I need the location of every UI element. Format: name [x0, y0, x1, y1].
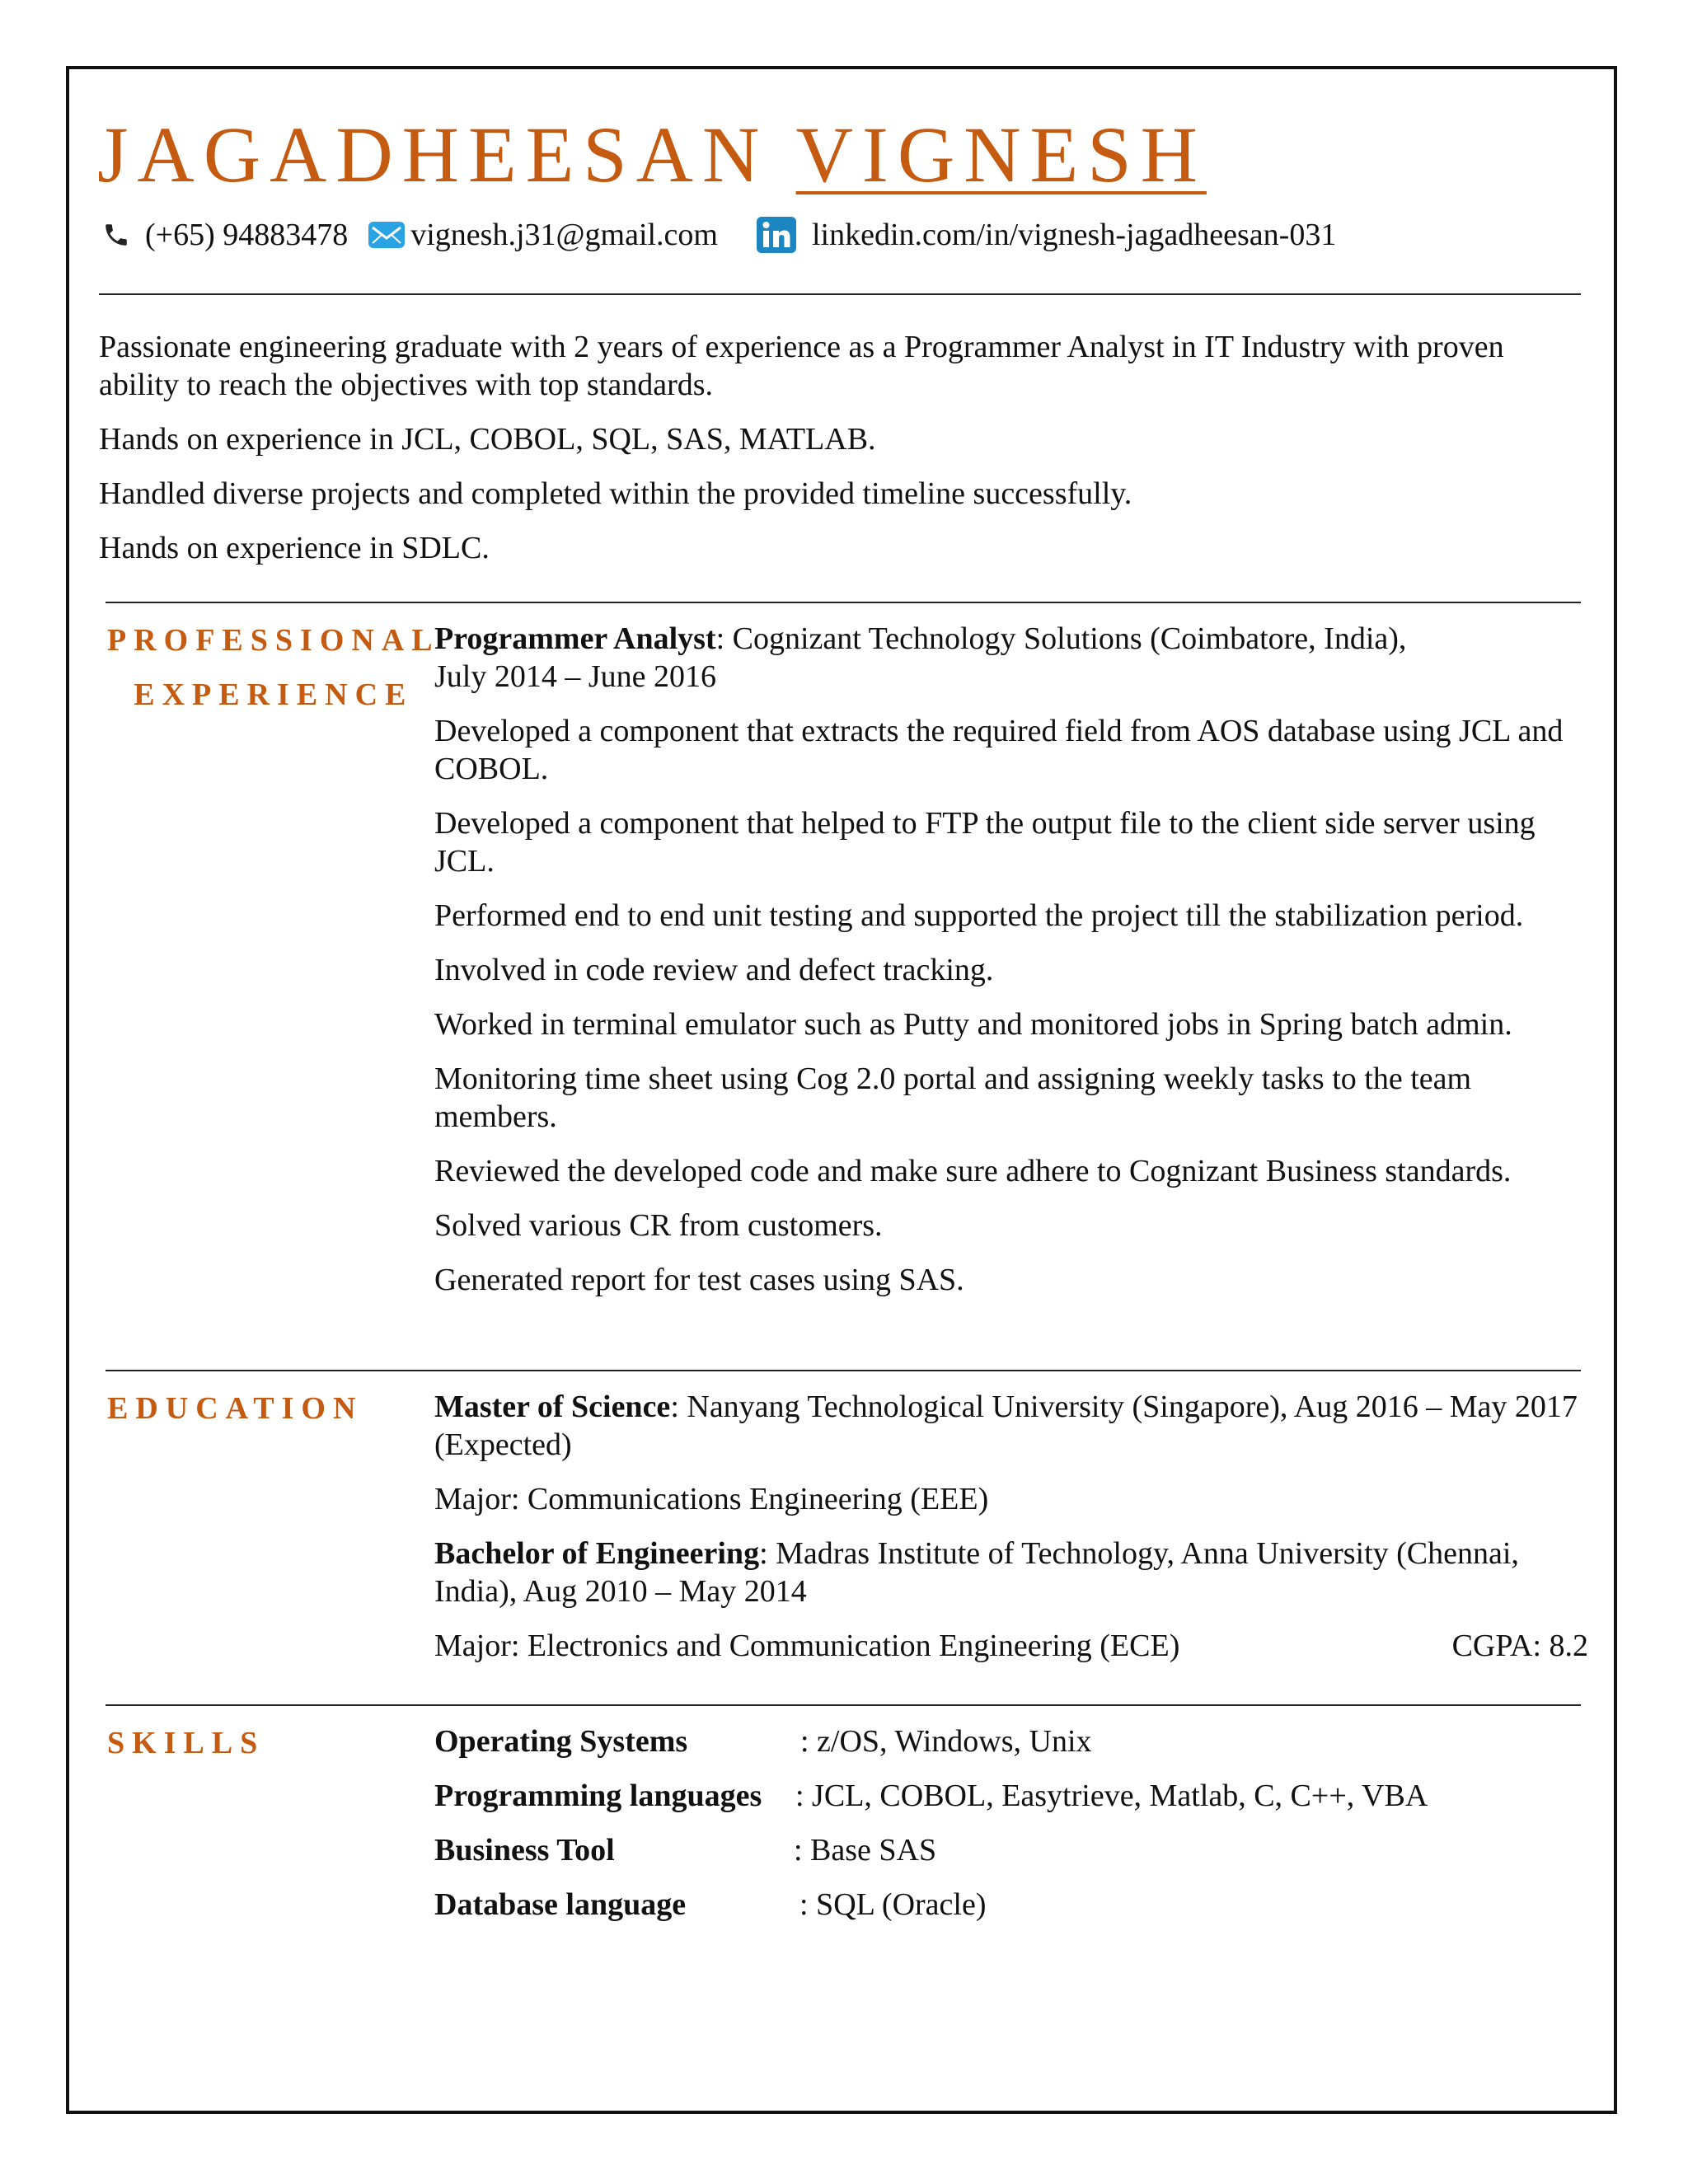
experience-point: Performed end to end unit testing and supported the project till the stabilization period.: [434, 898, 1524, 933]
phone-icon: [102, 221, 130, 249]
divider: [106, 602, 1581, 603]
divider: [106, 1370, 1581, 1371]
mail-icon: [368, 221, 406, 249]
candidate-name: [97, 110, 1207, 199]
experience-point: Solved various CR from customers.: [434, 1208, 883, 1243]
section-title-line: PROFESSIONAL: [107, 623, 440, 658]
experience-content: [434, 620, 1588, 1315]
degree-title: Master of Science: [434, 1390, 671, 1424]
skill-row: [434, 1777, 1588, 1815]
job-company: : Cognizant Technology Solutions (Coimbatore, India),: [715, 621, 1407, 656]
skill-name: Operating Systems: [434, 1724, 688, 1759]
skill-row: [434, 1886, 1588, 1924]
skill-value: : SQL (Oracle): [799, 1887, 987, 1922]
degree-detail: : Madras Institute of Technology, Anna University (Chennai, India), Aug 2010 – May 2014: [434, 1536, 1519, 1609]
skill-name: Programming languages: [434, 1779, 762, 1813]
job-heading: [434, 620, 1588, 696]
degree-entry: [434, 1388, 1588, 1464]
education-section-title: EDUCATION: [107, 1391, 363, 1426]
skill-row: [434, 1722, 1588, 1760]
degree-entry: [434, 1535, 1588, 1610]
job-role: Programmer Analyst: [434, 621, 716, 656]
first-name: JAGADHEESAN: [97, 110, 769, 199]
degree-major: Major: Electronics and Communication Engineering (ECE): [434, 1629, 1180, 1663]
divider: [99, 293, 1581, 295]
skill-value: : z/OS, Windows, Unix: [800, 1724, 1092, 1759]
skill-row: [434, 1831, 1588, 1869]
linkedin-url[interactable]: linkedin.com/in/vignesh-jagadheesan-031: [811, 218, 1337, 252]
contact-line: [102, 216, 1336, 254]
divider: [106, 1704, 1581, 1706]
skills-content: [434, 1722, 1588, 1940]
skill-value: : JCL, COBOL, Easytrieve, Matlab, C, C++, VBA: [795, 1779, 1428, 1813]
degree-title: Bachelor of Engineering: [434, 1536, 760, 1571]
section-title-line: EXPERIENCE: [134, 677, 414, 712]
skills-section-title: SKILLS: [107, 1726, 265, 1760]
summary-line: Hands on experience in JCL, COBOL, SQL, SAS, MATLAB.: [99, 422, 876, 457]
experience-point: Developed a component that helped to FTP the output file to the client side server using JCL.: [434, 806, 1536, 879]
experience-section-title: [107, 613, 440, 722]
linkedin-icon: [756, 216, 797, 254]
cgpa: CGPA: 8.2: [1451, 1629, 1588, 1663]
experience-point: Reviewed the developed code and make sure adhere to Cognizant Business standards.: [434, 1154, 1512, 1188]
degree-major: Major: Communications Engineering (EEE): [434, 1482, 989, 1516]
experience-point: Monitoring time sheet using Cog 2.0 portal and assigning weekly tasks to the team members.: [434, 1062, 1472, 1134]
phone-contact: [102, 217, 348, 253]
degree-detail: : Nanyang Technological University (Singapore), Aug 2016 – May 2017 (Expected): [434, 1390, 1578, 1462]
last-name: VIGNESH: [795, 110, 1207, 199]
experience-point: Worked in terminal emulator such as Putty and monitored jobs in Spring batch admin.: [434, 1007, 1512, 1042]
linkedin-contact[interactable]: [718, 216, 1336, 254]
summary-section: [99, 328, 1591, 583]
skill-name: Database language: [434, 1887, 687, 1922]
job-dates: July 2014 – June 2016: [434, 659, 716, 694]
degree-major-row: [434, 1627, 1588, 1665]
experience-point: Generated report for test cases using SAS.: [434, 1263, 964, 1297]
email-address[interactable]: vignesh.j31@gmail.com: [410, 218, 718, 252]
email-contact[interactable]: [348, 217, 718, 253]
skill-name: Business Tool: [434, 1833, 615, 1868]
phone-number: (+65) 94883478: [145, 218, 349, 252]
education-content: [434, 1388, 1588, 1681]
experience-point: Developed a component that extracts the required field from AOS database using JCL and COBOL.: [434, 714, 1564, 786]
summary-line: Hands on experience in SDLC.: [99, 531, 490, 565]
summary-line: Passionate engineering graduate with 2 years of experience as a Programmer Analyst in IT Industry with proven ability to reach the objectives with top standards.: [99, 330, 1504, 402]
summary-line: Handled diverse projects and completed within the provided timeline successfully.: [99, 476, 1132, 511]
skill-value: : Base SAS: [794, 1833, 937, 1868]
experience-point: Involved in code review and defect tracking.: [434, 953, 994, 987]
